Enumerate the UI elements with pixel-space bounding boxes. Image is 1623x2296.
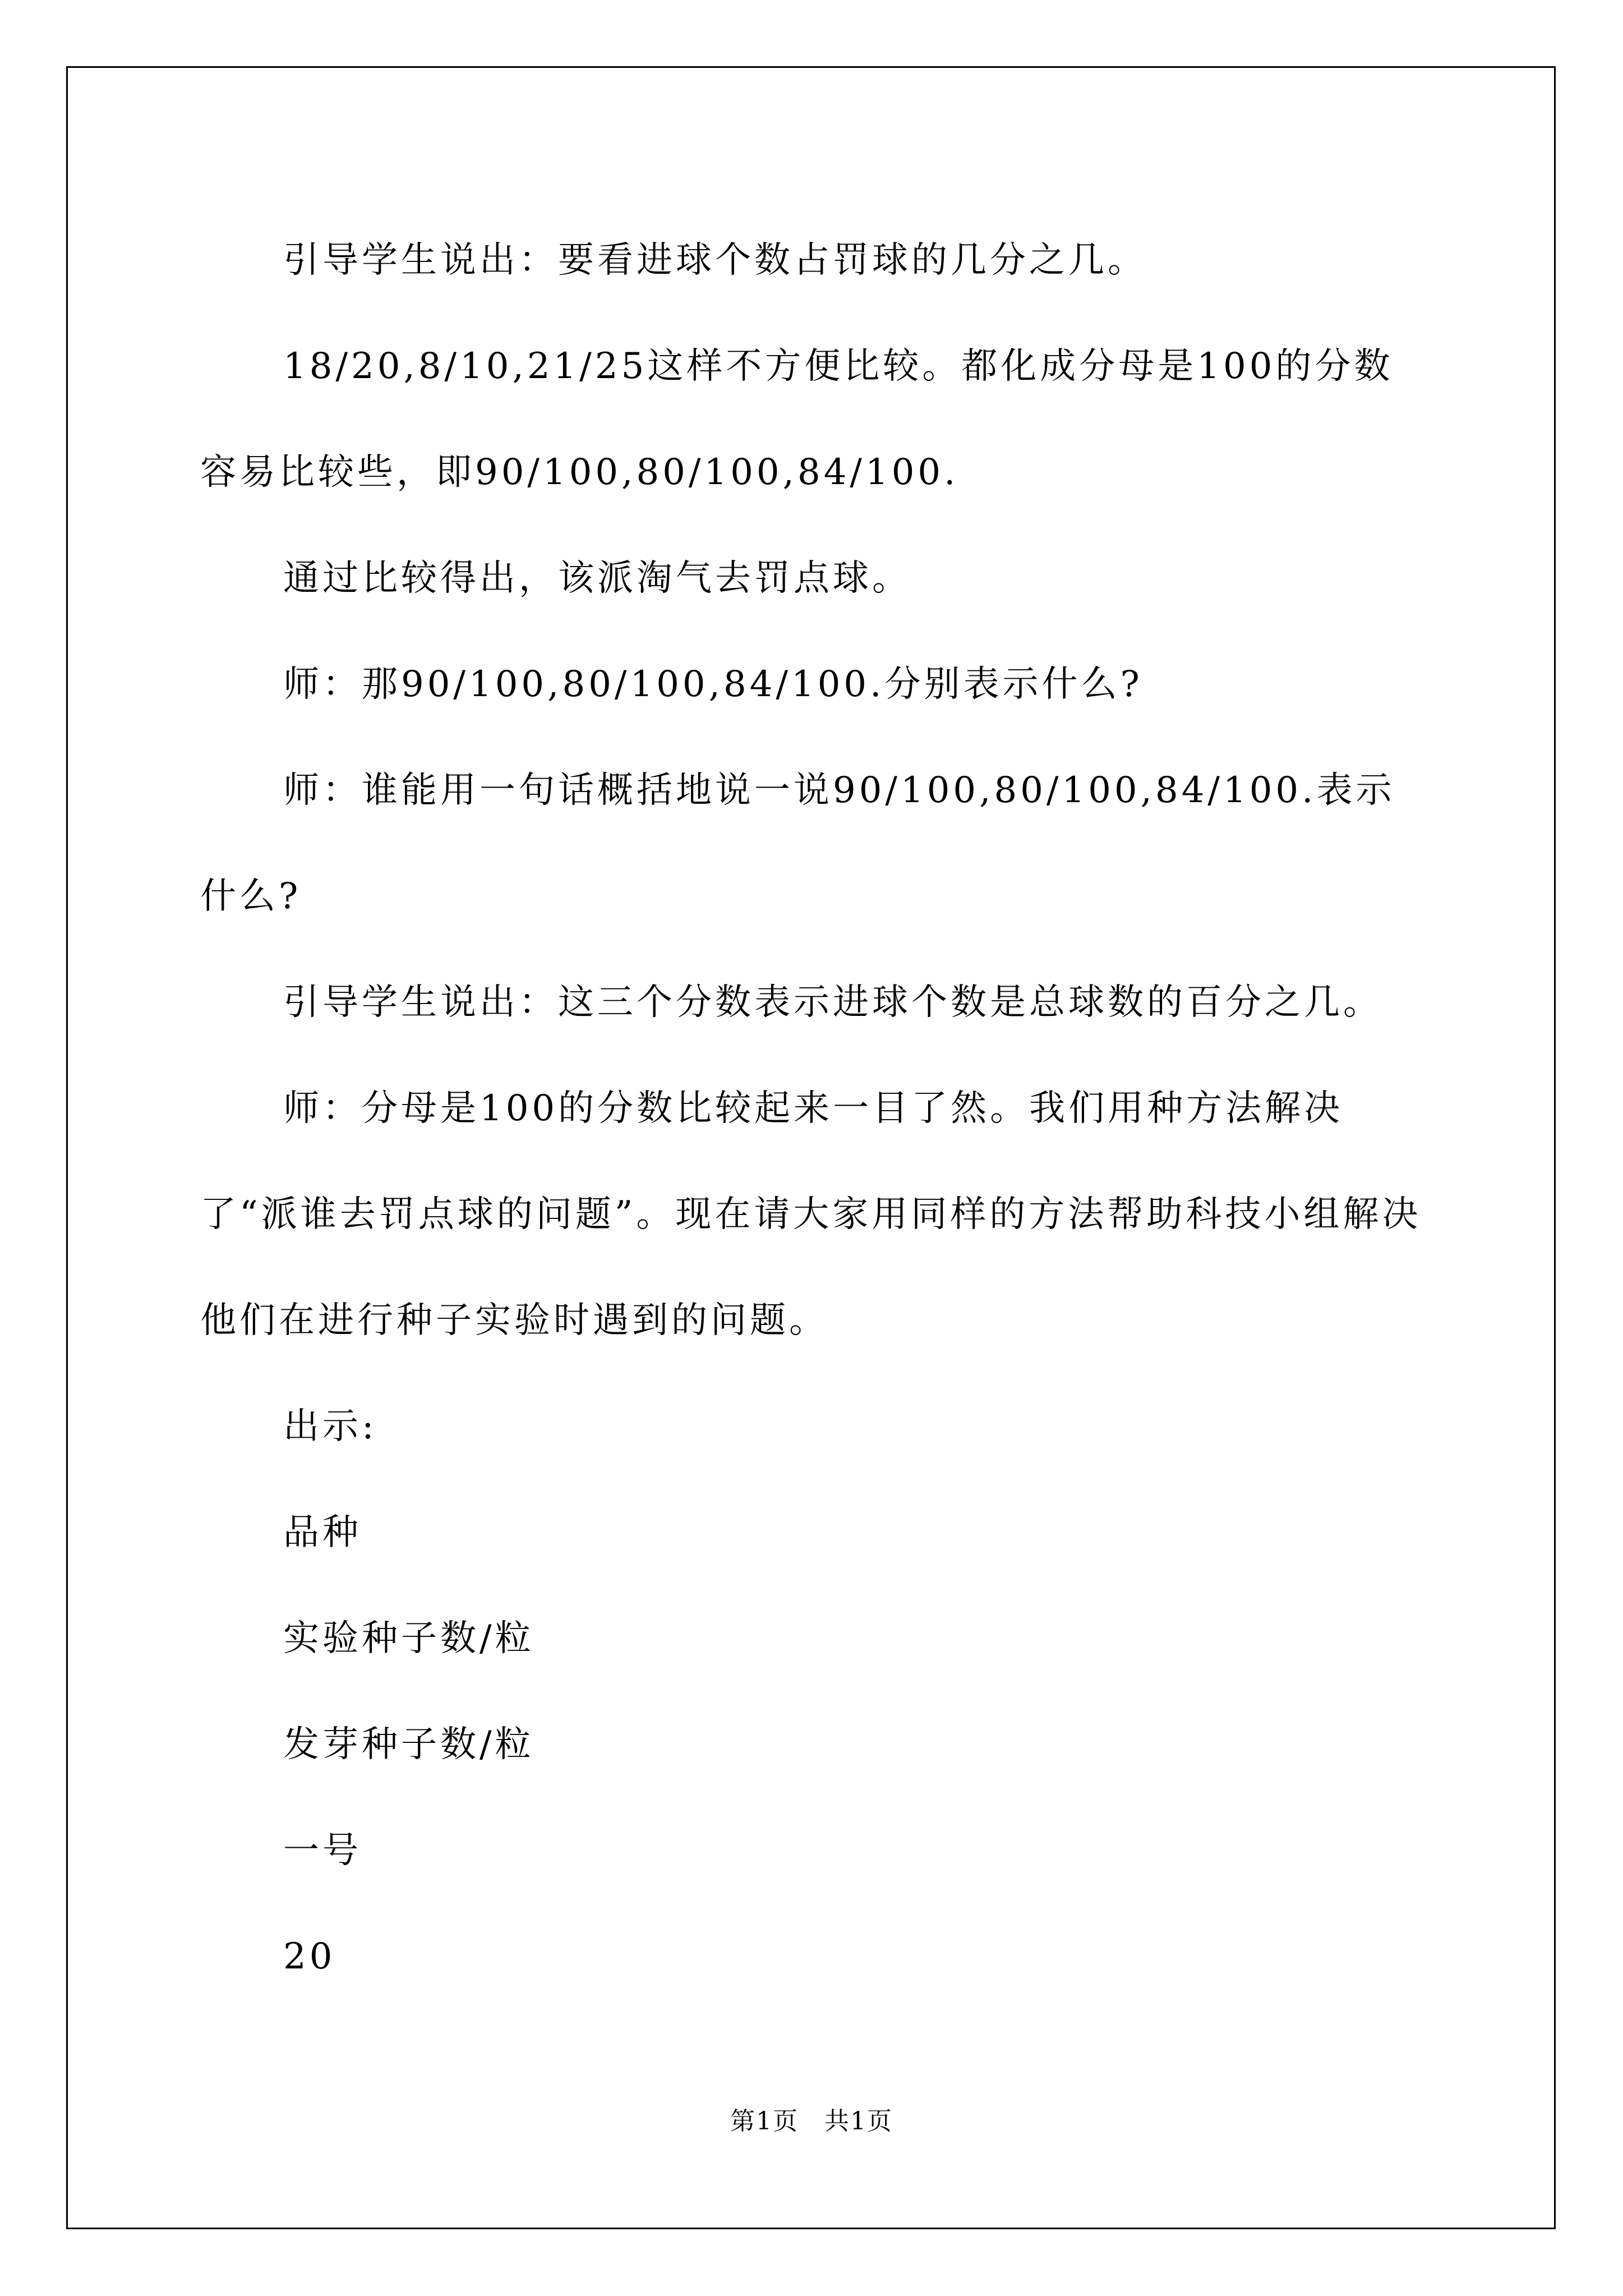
- page-footer: 第1页 共1页: [730, 2107, 893, 2136]
- paragraph: 通过比较得出，该派淘气去罚点球。: [283, 558, 911, 599]
- table-cell-text: 实验种子数/粒: [283, 1618, 534, 1659]
- paragraph: 引导学生说出：这三个分数表示进球个数是总球数的百分之几。: [283, 982, 1382, 1023]
- table-cell-text: 20: [283, 1936, 336, 1977]
- paragraph: 师：分母是100的分数比较起来一目了然。我们用种方法解决了“派谁去罚点球的问题”。现在请大家用同样的方法帮助科技小组解决他们在进行种子实验时遇到的问题。: [200, 1088, 1422, 1341]
- table-cell-text: 品种: [283, 1512, 362, 1553]
- paragraph: 18/20,8/10,21/25这样不方便比较。都化成分母是100的分数容易比较些，即90/100,80/100,84/100.: [200, 346, 1394, 493]
- table-cell-text: 发芽种子数/粒: [283, 1724, 534, 1765]
- table-cell-text: 一号: [283, 1830, 362, 1871]
- document-body: [200, 208, 1423, 2010]
- paragraph: 师：谁能用一句话概括地说一说90/100,80/100,84/100.表示什么?: [200, 770, 1395, 917]
- paragraph: 引导学生说出：要看进球个数占罚球的几分之几。: [283, 240, 1147, 281]
- paragraph: 出示:: [283, 1406, 377, 1447]
- paragraph: 师：那90/100,80/100,84/100.分别表示什么?: [283, 664, 1143, 705]
